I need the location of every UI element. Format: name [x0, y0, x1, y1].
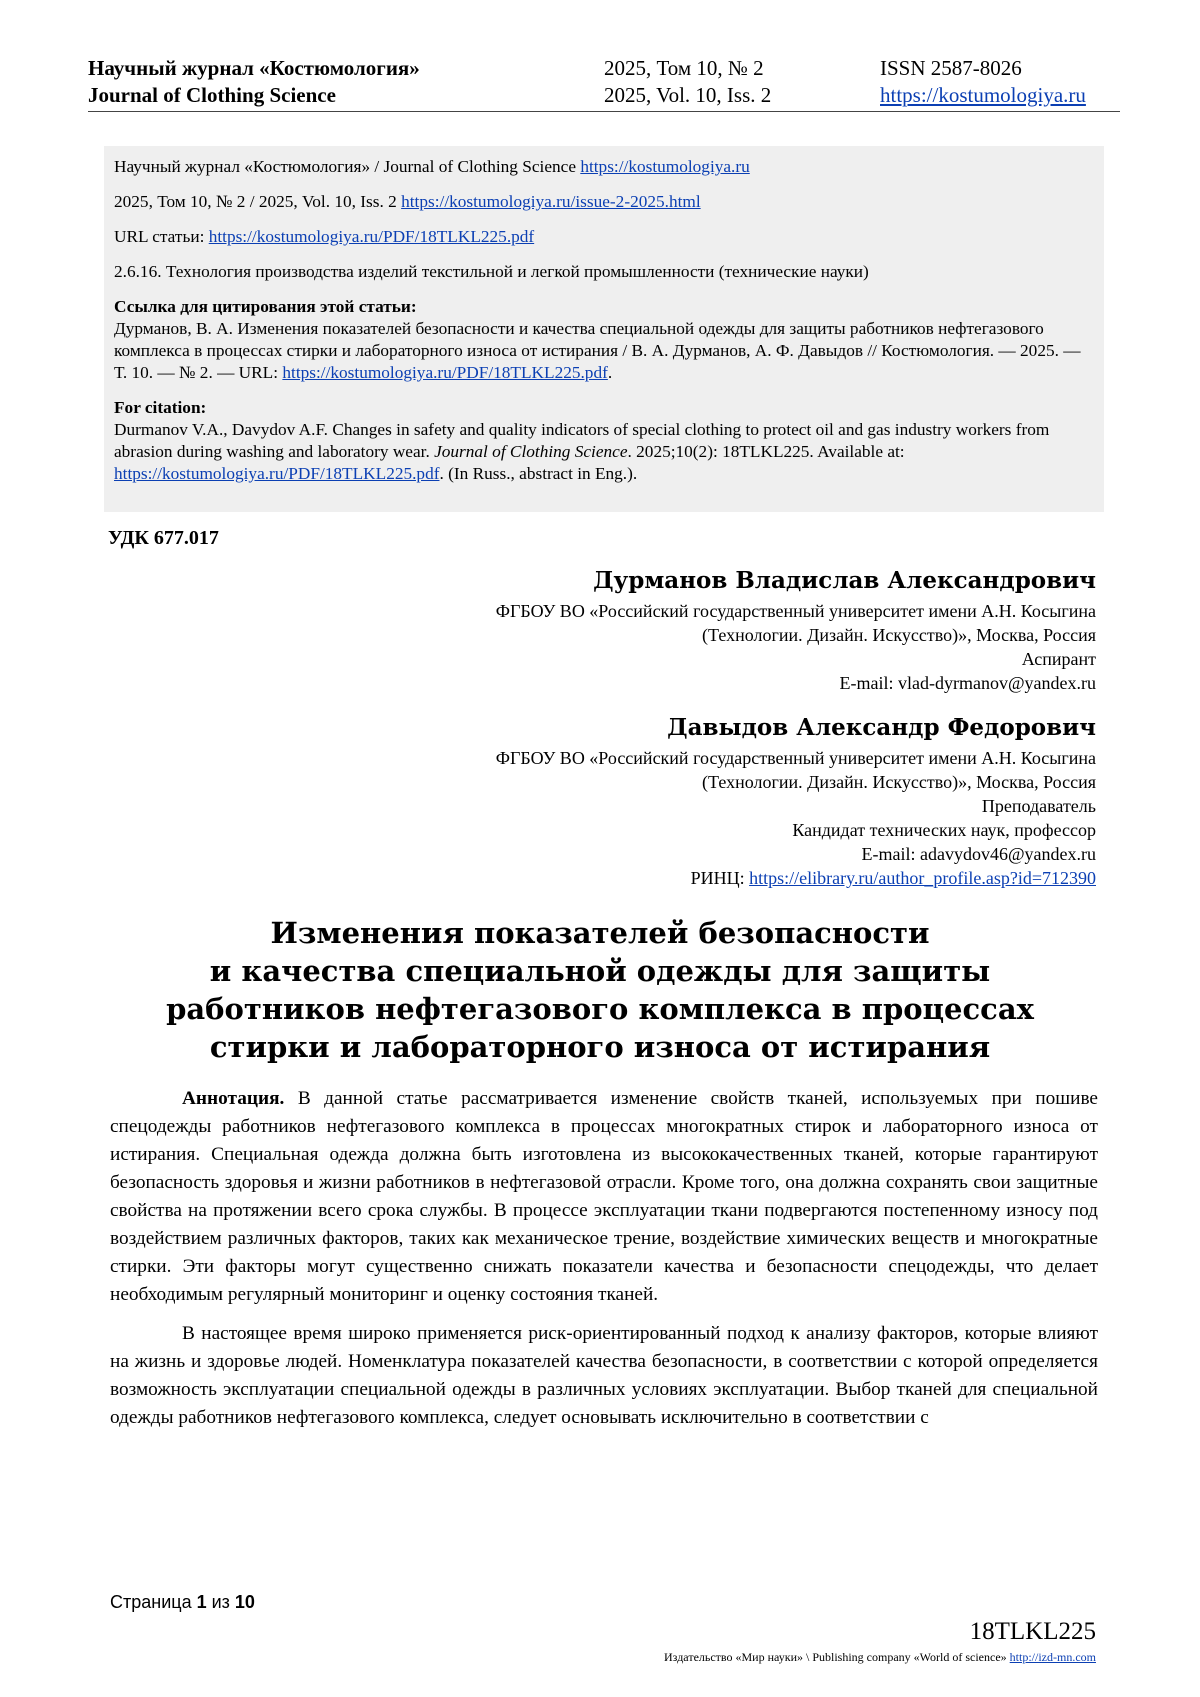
publisher-link[interactable]: http://izd-mn.com [1009, 1650, 1096, 1664]
cite-url-text: URL статьи: [114, 227, 209, 246]
author-1-position: Аспирант [1021, 649, 1096, 669]
cite-journal-link[interactable]: https://kostumologiya.ru [580, 157, 750, 176]
cite-issue-line [114, 191, 1094, 213]
header-issue-block [604, 55, 771, 109]
page-counter [110, 1592, 255, 1613]
page-total: 10 [234, 1592, 255, 1612]
header-issn: ISSN 2587-8026 [880, 56, 1022, 80]
author-1-org-line2: (Технологии. Дизайн. Искусство)», Москва, Россия [702, 625, 1096, 645]
title-line-1: Изменения показателей безопасности [270, 916, 930, 950]
cite-url-line [114, 226, 1094, 248]
author-2-org-line2: (Технологии. Дизайн. Искусство)», Москва, Россия [702, 772, 1096, 792]
article-body [110, 1085, 1098, 1443]
cite-ru-text: Дурманов, В. А. Изменения показателей безопасности и качества специальной одежды для защиты работников нефтегазового комплекса в процессах стирки и лабораторного износа от истирания / В. А. Дурманов, А. Ф. Давыдов // Костюмология. — 2025. — Т. 10. — № 2. — URL: [114, 319, 1081, 382]
title-line-4: стирки и лабораторного износа от истирания [209, 1030, 991, 1064]
rinc-link[interactable]: https://elibrary.ru/author_profile.asp?id=712390 [749, 868, 1096, 888]
page-of: из [206, 1592, 235, 1612]
cite-en-link[interactable]: https://kostumologiya.ru/PDF/18TLKL225.pdf [114, 464, 440, 483]
page-word: Страница [110, 1592, 197, 1612]
author-2-position: Преподаватель [981, 796, 1096, 816]
author-1-block [496, 565, 1096, 695]
title-line-2: и качества специальной одежды для защиты [209, 954, 991, 988]
author-1-name: Дурманов Владислав Александрович [593, 567, 1096, 594]
cite-en-heading: For citation: [114, 398, 207, 417]
running-header [88, 55, 1120, 112]
abstract-text: В данной статье рассматривается изменение свойств тканей, используемых при пошиве спецодежды работников нефтегазового комплекса в процессах многократных стирок и лабораторного износа от истирания. Специальная одежда должна быть изготовлена из высококачественных тканей, которые гарантируют безопасность здоровья и жизни работников в нефтегазовой отрасли. Кроме того, она должна сохранять свои защитные свойства на протяжении всего срока службы. В процессе эксплуатации ткани подвергаются постепенному износу под воздействием различных факторов, таких как механическое трение, воздействие химических веществ и многократные стирки. Эти факторы могут существенно снижать показатели качества и безопасности спецодежды, что делает необходимым регулярный мониторинг и оценку состояния тканей. [110, 1088, 1098, 1305]
cite-ru-heading: Ссылка для цитирования этой статьи: [114, 297, 417, 316]
article-title [100, 914, 1100, 1066]
cite-ru-end: . [607, 363, 613, 382]
author-1-email: E-mail: vlad-dyrmanov@yandex.ru [839, 673, 1096, 693]
header-issue-en: 2025, Vol. 10, Iss. 2 [604, 83, 772, 107]
cite-en-journal: Journal of Clothing Science [434, 442, 628, 461]
header-journal-block [88, 55, 420, 109]
author-2-block [496, 712, 1096, 890]
cite-ru-link[interactable]: https://kostumologiya.ru/PDF/18TLKL225.pdf [282, 363, 608, 382]
cite-en-end: . (In Russ., abstract in Eng.). [439, 464, 638, 483]
header-site-link[interactable]: https://kostumologiya.ru [880, 83, 1086, 107]
publisher-text: Издательство «Мир науки» \ Publishing company «World of science» [664, 1650, 1010, 1664]
udk-code: УДК 677.017 [108, 527, 219, 549]
publisher-line [664, 1650, 1096, 1665]
author-2-name: Давыдов Александр Федорович [667, 714, 1096, 741]
page-number: 1 [196, 1592, 207, 1612]
author-2-email: E-mail: adavydov46@yandex.ru [861, 844, 1096, 864]
citation-box [104, 146, 1104, 512]
cite-en-text2: . 2025;10(2): 18TLKL225. Available at: [627, 442, 905, 461]
cite-article-link[interactable]: https://kostumologiya.ru/PDF/18TLKL225.pdf [208, 227, 535, 246]
cite-issue-link[interactable]: https://kostumologiya.ru/issue-2-2025.html [401, 192, 701, 211]
rinc-label: РИНЦ: [690, 868, 750, 888]
abstract-label: Аннотация. [182, 1088, 285, 1109]
header-issue-ru: 2025, Том 10, № 2 [604, 56, 764, 80]
cite-specialty: 2.6.16. Технология производства изделий текстильной и легкой промышленности (технические науки) [114, 262, 869, 281]
author-2-degree: Кандидат технических наук, профессор [792, 820, 1096, 840]
author-2-org-line1: ФГБОУ ВО «Российский государственный университет имени А.Н. Косыгина [495, 748, 1096, 768]
title-line-3: работников нефтегазового комплекса в процессах [166, 992, 1034, 1026]
cite-journal-line [114, 156, 1094, 178]
author-1-org-line1: ФГБОУ ВО «Российский государственный университет имени А.Н. Косыгина [495, 601, 1096, 621]
abstract-paragraph [110, 1085, 1098, 1309]
header-journal-ru: Научный журнал «Костюмология» [88, 56, 420, 80]
author-2-rinc [496, 866, 1096, 890]
cite-ru-block [114, 296, 1094, 384]
cite-issue-text: 2025, Том 10, № 2 / 2025, Vol. 10, Iss. 2 [114, 192, 402, 211]
cite-en-text1: Durmanov V.A., Davydov A.F. Changes in safety and quality indicators of special clothing to protect oil and gas industry workers from abrasion during washing and laboratory wear. [114, 420, 1050, 461]
cite-en-block [114, 397, 1094, 485]
header-journal-en: Journal of Clothing Science [88, 83, 336, 107]
cite-journal-text: Научный журнал «Костюмология» / Journal of Clothing Science [114, 157, 581, 176]
header-issn-block [880, 55, 1086, 109]
article-code: 18TLKL225 [969, 1618, 1096, 1645]
body-paragraph-2: В настоящее время широко применяется риск-ориентированный подход к анализу факторов, которые влияют на жизнь и здоровье людей. Номенклатура показателей качества безопасности, в соответствии с которой определяется возможность эксплуатации специальной одежды в различных условиях эксплуатации. Выбор тканей для специальной одежды работников нефтегазового комплекса, следует основывать исключительно в соответствии с [110, 1323, 1098, 1428]
